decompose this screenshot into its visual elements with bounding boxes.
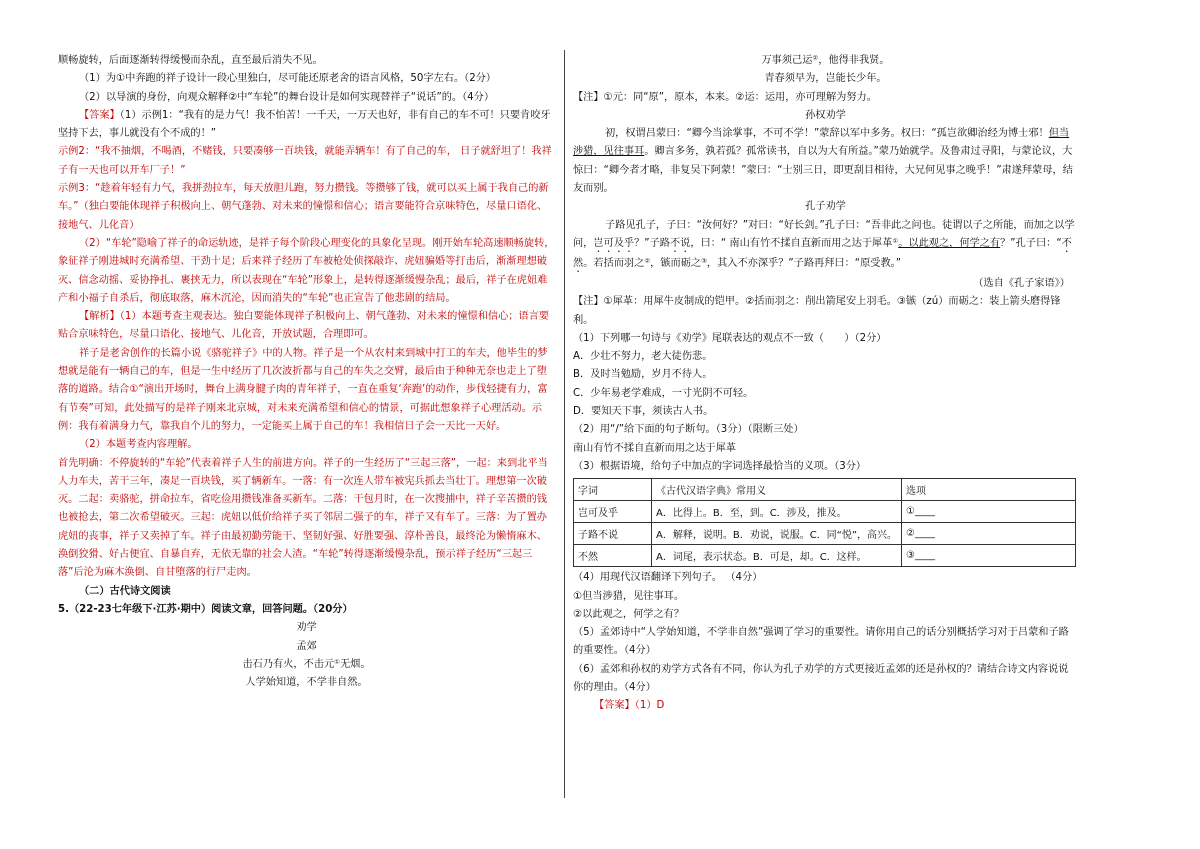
poem-title: 劝学 [296, 622, 317, 634]
footnote-marker: ① [334, 657, 340, 666]
footnote-marker: ③ [701, 256, 707, 265]
dotted-word-3: 不然 [573, 237, 1072, 269]
analysis-paragraph [58, 308, 555, 345]
analysis-part-2-title: （2）本题考查内容理解。 [79, 439, 198, 451]
poem-line-3-start: 万事须己运 [761, 55, 813, 66]
text-2-body [573, 125, 1078, 198]
footnote-marker: ① [892, 236, 899, 245]
answer-text: （1）D [634, 700, 665, 712]
right-column [573, 52, 1078, 716]
table-cell: A．词尾，表示状态。B．可是，却。C．这样。 [652, 545, 902, 567]
poem-line-3-end: ，他得非我贤。 [818, 55, 890, 66]
table-header: 字词 [574, 479, 652, 501]
poem-line-4: 青春须早为，岂能长少年。 [764, 73, 887, 85]
q1-option-c: C．少年易老学难成，一寸光阴不可轻。 [573, 387, 754, 399]
answer-paragraph [58, 107, 555, 144]
answer-label: 【答案】 [594, 700, 635, 712]
underlined-sentence: 。以此观之，何学之有 [898, 237, 1001, 249]
text-3-notes: 【注】①犀革：用犀牛皮制成的铠甲。②括而羽之：削出箭尾安上羽毛。③镞（zú）而砺之：装上箭头磨得锋利。 [573, 296, 1061, 326]
text-line: 顺畅旋转，后面逐渐转得缓慢而杂乱，直至最后消失不见。 [58, 55, 323, 66]
text-3-seg: ，其入不亦深乎？”子路再拜曰：“原受教。” [706, 257, 902, 269]
table-cell: 岂可及乎 [574, 501, 652, 523]
question-1: （1）为①中奔跑的祥子设计一段心里独白，尽可能还原老舍的语言风格，50字左右。（2分） [79, 73, 497, 85]
footnote-marker: ② [644, 256, 651, 265]
column-divider [564, 50, 565, 798]
q2-stem: （2）用“/”给下面的句子断句。（3分）（限断三处） [573, 424, 804, 436]
example-2: 示例2：“我不抽烟，不喝酒，不赌钱，只要凑够一百块钱，就能弄辆车！有了自己的车， 日子就舒坦了！我祥子有一天也可以开车厂子！” [58, 146, 552, 176]
q2-sentence: 南山有竹不揉自直新而用之达于犀革 [573, 442, 736, 454]
table-row [574, 523, 1076, 545]
table-cell: 子路不说 [574, 523, 652, 545]
analysis-text: （1）本题考查主观表达。独白要能体现祥子积极向上、朝气蓬勃、对未来的憧憬和信心；语言要贴合京味特色，尽量口语化、接地气、儿化音，开放试题，合理即可。 [58, 311, 550, 341]
text-3-seg: ，镞而砺之 [650, 257, 702, 269]
analysis-background: 祥子是老舍创作的长篇小说《骆驼祥子》中的人物。祥子是一个从农村来到城中打工的车夫，他毕生的梦想就是能有一辆自己的车，但是一生中经历了几次波折都与自己的车失之交臂，最后由于种种无奈也走上了堕落的道路。结合①“演出开场时，舞台上满身腱子肉的青年祥子，一直在重复‘奔跑’的动作，步伐轻捷有力，富有节奏”可知，此处描写的是祥子刚来北京城，对未来充满希望和信心的情景，可据此想象祥子心理活动。示例：我有着满身力气，靠我自个儿的努力，一定能买上属于自己的车！我相信日子会一天比一天好。 [58, 347, 548, 432]
meaning-table [573, 478, 1076, 567]
text-2-part-1: 初，权谓吕蒙曰：“卿今当涂掌事，不可不学！”蒙辞以军中多务。权曰：“孤岂欲卿治经为博士邪！ [605, 128, 1049, 140]
text-3-seg: 。若括而羽之 [583, 257, 645, 269]
text-3-source: （选自《孔子家语》） [973, 277, 1070, 289]
question-2: （2）以导演的身份，向观众解释②中“车轮”的舞台设计是如何实现替祥子“说话”的。（4分） [79, 91, 495, 103]
table-cell: ①____ [902, 501, 1076, 523]
text-3-seg: ？”子路 [634, 237, 670, 249]
table-header: 选项 [902, 479, 1076, 501]
answer-part-2: （2）“车轮”隐喻了祥子的命运轨迹，是祥子每个阶段心理变化的具象化呈现。刚开始车轮高速顺畅旋转，象征祥子刚进城时充满希望、干劲十足；后来祥子经历了车被枪处侦探敲诈、虎妞骗婚等打击后，渐渐理想破灭、信念动摇、妥协挣扎、裹挟无力，所以表现在“车轮”形象上，是转得逐渐缓慢杂乱；最后，祥子在虎妞难产和小福子自杀后，彻底取落，麻木沉沦，因而消失的“车轮”也正宣告了他悲剧的结局。 [58, 237, 555, 304]
left-column [58, 52, 555, 692]
text-3-title: 孔子劝学 [805, 201, 846, 213]
text-3-seg: 子路见孔子，子曰：“汝何好？”对曰：“好长剑。”孔子曰：“吾非此之问也。徒谓以子之所能，而加之以学问， [573, 219, 1075, 249]
answer-label: 【答案】 [79, 109, 120, 121]
dotted-word-1: 岂可及乎 [593, 237, 635, 249]
poem-line-1 [58, 656, 555, 674]
text-2-title: 孙权劝学 [805, 109, 846, 121]
q1-option-b: B．及时当勉励，岁月不待人。 [573, 369, 713, 381]
table-cell: A．解释，说明。B．劝说，说服。C．同“悦”，高兴。 [652, 523, 902, 545]
q4-sentence-1: ①但当涉猎，见往事耳。 [573, 590, 685, 602]
q4-sentence-2: ②以此观之，何学之有？ [573, 608, 685, 620]
q1-option-a: A．少壮不努力，老大徒伤悲。 [573, 351, 713, 363]
table-header-row [574, 479, 1076, 501]
analysis-label: 【解析】 [79, 311, 120, 323]
question-5-heading: 5.（22-23七年级下·江苏·期中）阅读文章，回答问题。（20分） [58, 603, 353, 615]
poem-line-3 [573, 52, 1078, 70]
poem-author: 孟郊 [296, 640, 317, 652]
table-header: 《古代汉语字典》常用义 [652, 479, 902, 501]
answer-text: （1）示例1：“我有的是力气！我不怕苦！一千天，一万天也好，非有自己的车不可！只要肯咬牙坚持下去，事儿就没有个不成的！” [58, 109, 551, 140]
footnote-marker: ② [812, 54, 819, 62]
section-heading: （二）古代诗文阅读 [79, 585, 171, 597]
table-cell: ②____ [902, 523, 1076, 545]
table-cell: ③____ [902, 545, 1076, 567]
poem-notes: 【注】①元：同“原”，原本，本来。②运：运用，亦可理解为努力。 [573, 91, 877, 103]
dotted-word-2: 不说 [669, 237, 691, 249]
text-3-seg: ，曰：“ 南山有竹不揉自直新而用之达于犀革 [690, 237, 893, 249]
underlined-sentence: 但当涉猎，见往事耳 [573, 128, 1070, 158]
q6-stem: （6）孟郊和孙权的劝学方式各有不同，你认为孔子劝学的方式更接近孟郊的还是孙权的？请结合诗文内容说说你的理由。（4分） [573, 663, 1069, 694]
analysis-part-2-text: 首先明确：不停旋转的“车轮”代表着祥子人生的前进方向。祥子的一生经历了“三起三落”，一起：来到北平当人力车夫，苦干三年，凑足一百块钱，买了辆新车。一落：有一次连人带车被宪兵抓去当壮丁。理想第一次破灭。二起：卖骆驼，拼命拉车，省吃俭用攒钱准备买新车。二落：干包月时，在一次搜捕中，祥子辛苦攒的钱也被抢去，第二次希望破灭。三起：虎妞以低价给祥子买了邻居二强子的车，祥子又有车了。三落：为了置办虎妞的丧事，祥子又卖掉了车。祥子由最初勤劳能干、坚韧好强、好胜要强、淳朴善良，最终沦为懒惰麻木、涣倒狡猾、好占便宜、自暴自弃，无依无靠的社会人渣。“车轮”转得逐渐缓慢杂乱，预示祥子经历“三起三落”后沦为麻木涣倒、自甘堕落的行尸走肉。 [58, 457, 548, 579]
text-3-seg: ？”孔子曰：“ [1000, 237, 1062, 249]
q4-stem: （4）用现代汉语翻译下列句子。 （4分） [573, 572, 763, 584]
answer-paragraph [573, 697, 1078, 715]
q1-option-d: D．要知天下事，须读古人书。 [573, 406, 714, 418]
example-3: 示例3：“趁着年轻有力气，我拼劲拉车，每天放胆儿跑，努力攒钱。等攒够了钱，就可以买上属于我自己的新车。”（独白要能体现祥子积极向上、朝气蓬勃、对未来的憧憬和信心；语言要能符合京味特色，尽量口语化、接地气、儿化音） [58, 183, 549, 231]
poem-line-2: 人学始知道，不学非自然。 [245, 677, 368, 689]
text-2-part-2: 。卿言多务，孰若孤？孤常读书，自以为大有所益。”蒙乃始就学。及鲁肃过寻阳，与蒙论议，大惊曰：“卿今者才略，非复吴下阿蒙！”蒙曰：“士别三日，即更刮目相待，大兄何见事之晚乎！”肃遂拜蒙母，结友而别。 [573, 146, 1073, 195]
poem-line-1-end: 无烟。 [339, 658, 371, 670]
q1-stem: （1）下列哪一句诗与《劝学》尾联表达的观点不一致（ ）（2分） [573, 332, 887, 344]
q5-stem: （5）孟郊诗中“人学始知道，不学非自然”强调了学习的重要性。请你用自己的话分别概括学习对于吕蒙和子路的重要性。（4分） [573, 627, 1069, 657]
table-cell: 不然 [574, 545, 652, 567]
table-row [574, 545, 1076, 567]
text-3-body [573, 217, 1078, 275]
q3-stem: （3）根据语境，给句子中加点的字词选择最恰当的义项。（3分） [573, 460, 867, 472]
poem-line-1-start: 击石乃有火，不击元 [242, 658, 335, 670]
table-cell: A．比得上。B．至，到。C．涉及，推及。 [652, 501, 902, 523]
table-row [574, 501, 1076, 523]
